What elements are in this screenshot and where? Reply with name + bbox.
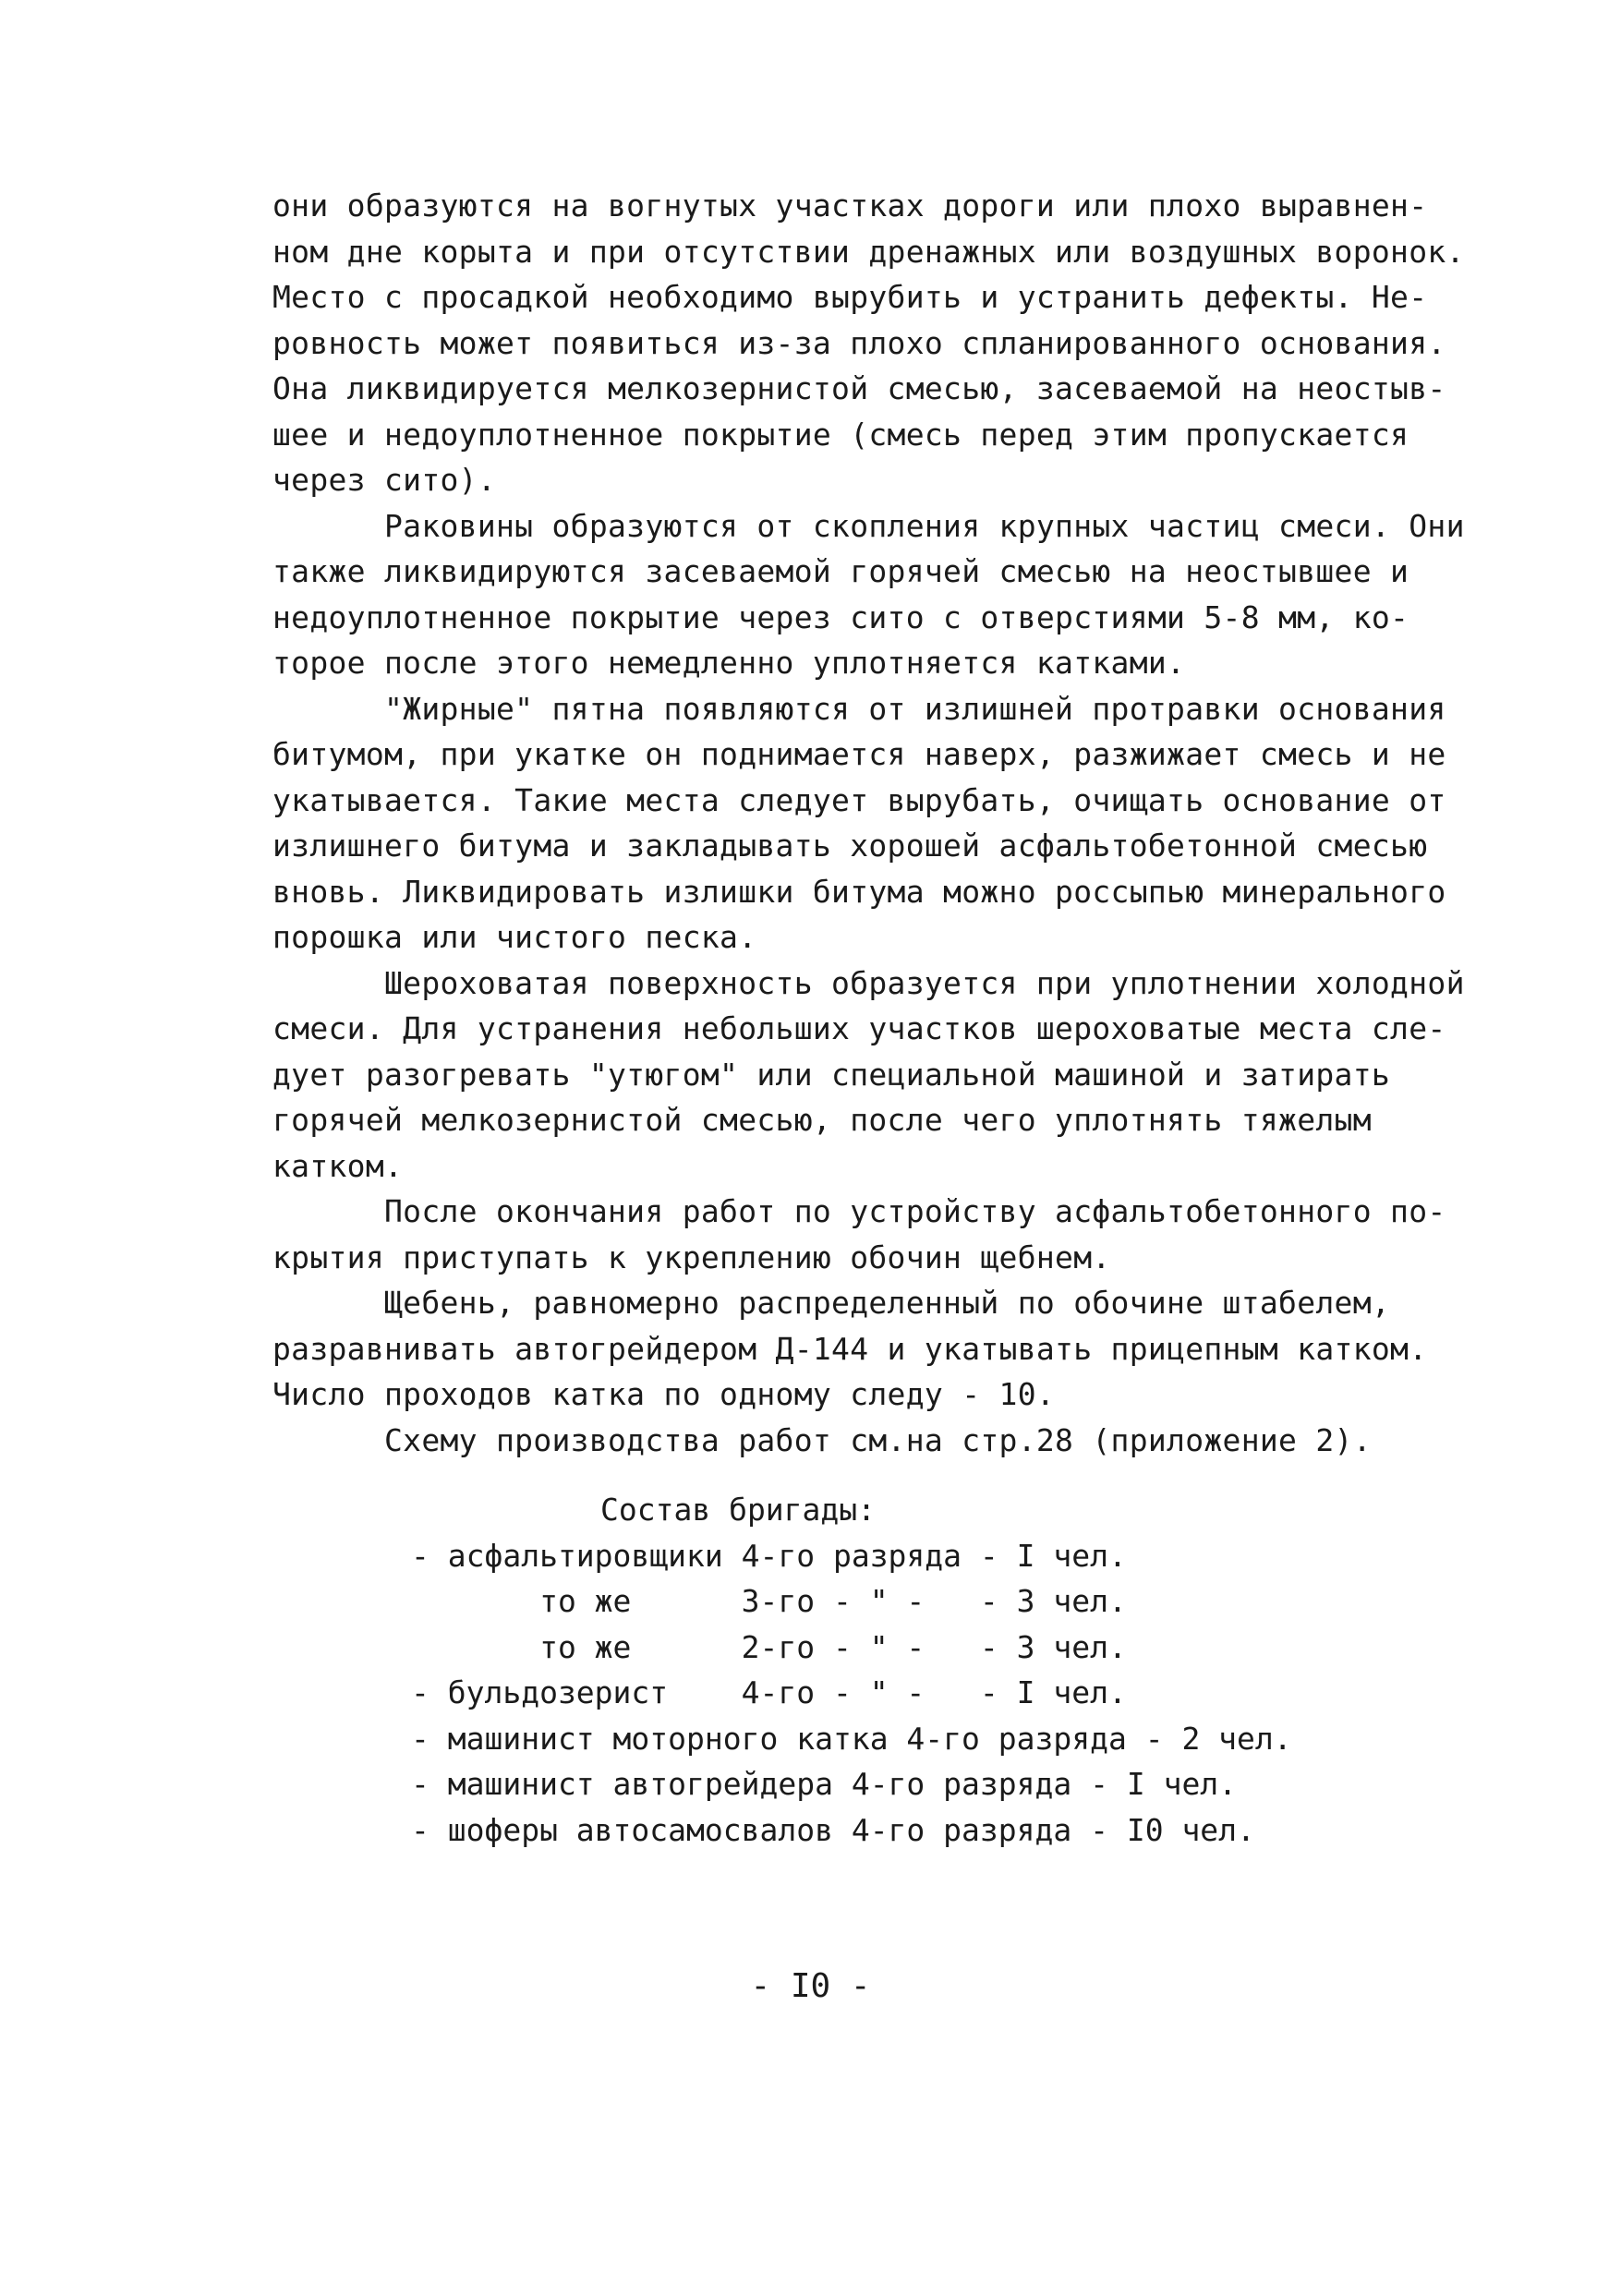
paragraph-line: Раковины образуются от скопления крупных частиц смеси. Они [272,507,1465,544]
paragraph-line: катком. [272,1147,404,1184]
paragraph-line: ном дне корыта и при отсутствии дренажных или воздушных воронок. [272,233,1465,270]
paragraph-line: разравнивать автогрейдером Д-144 и укатывать прицепным катком. [272,1330,1428,1367]
paragraph-line: Она ликвидируется мелкозернистой смесью, засеваемой на неостыв- [272,370,1446,406]
crew-item: то же 2-го - " - - 3 чел. [411,1628,1127,1665]
paragraph-line: Число проходов катка по одному следу - 10. [272,1376,1056,1412]
crew-item: то же 3-го - " - - 3 чел. [411,1583,1127,1619]
paragraph-line: Шероховатая поверхность образуется при уплотнении холодной [272,964,1465,1001]
paragraph-line: "Жирные" пятна появляются от излишней протравки основания [272,690,1446,727]
paragraph-line: торое после этого немедленно уплотняется катками. [272,645,1186,681]
crew-item: - асфальтировщики 4-го разряда - I чел. [411,1537,1127,1574]
paragraph-line: дует разогревать "утюгом" или специальной машиной и затирать [272,1056,1391,1093]
crew-item: - шоферы автосамосвалов 4-го разряда - I0 чел. [411,1811,1255,1848]
paragraph-line: смеси. Для устранения небольших участков шероховатые места сле- [272,1010,1446,1046]
paragraph-line: Щебень, равномерно распределенный по обочине штабелем, [272,1285,1391,1321]
paragraph-line: через сито). [272,462,497,498]
paragraph-line: они образуются на вогнутых участках дороги или плохо выравнен- [272,187,1428,224]
paragraph-line: укатывается. Такие места следует вырубать, очищать основание от [272,781,1446,818]
paragraph-line: битумом, при укатке он поднимается наверх, разжижает смесь и не [272,736,1446,772]
paragraph-line: недоуплотненное покрытие через сито с отверстиями 5-8 мм, ко- [272,598,1409,635]
page-number: - I0 - [750,1967,871,2005]
body-text [272,183,1465,1463]
paragraph-line: излишнего битума и закладывать хорошей асфальтобетонной смесью [272,828,1428,864]
paragraph-line: шее и недоуплотненное покрытие (смесь перед этим пропускается [272,416,1409,453]
crew-item: - машинист автогрейдера 4-го разряда - I чел. [411,1766,1238,1802]
crew-item: - бульдозерист 4-го - " - - I чел. [411,1674,1127,1710]
paragraph-line: После окончания работ по устройству асфальтобетонного по- [272,1193,1446,1229]
crew-heading: Состав бригады: [600,1492,877,1528]
paragraph-line: Схему производства работ см.на стр.28 (приложение 2). [272,1421,1372,1458]
paragraph-line: ровность может появиться из-за плохо спланированного основания. [272,324,1446,361]
paragraph-line: также ликвидируются засеваемой горячей смесью на неостывшее и [272,553,1409,589]
paragraph-line: Место с просадкой необходимо вырубить и устранить дефекты. Не- [272,279,1428,315]
paragraph-line: порошка или чистого песка. [272,919,757,955]
paragraph-line: горячей мелкозернистой смесью, после чего уплотнять тяжелым [272,1102,1372,1138]
paragraph-line: вновь. Ликвидировать излишки битума можно россыпью минерального [272,873,1446,910]
crew-list [411,1487,1292,1853]
crew-item: - машинист моторного катка 4-го разряда - 2 чел. [411,1720,1292,1757]
paragraph-line: крытия приступать к укреплению обочин щебнем. [272,1239,1111,1275]
